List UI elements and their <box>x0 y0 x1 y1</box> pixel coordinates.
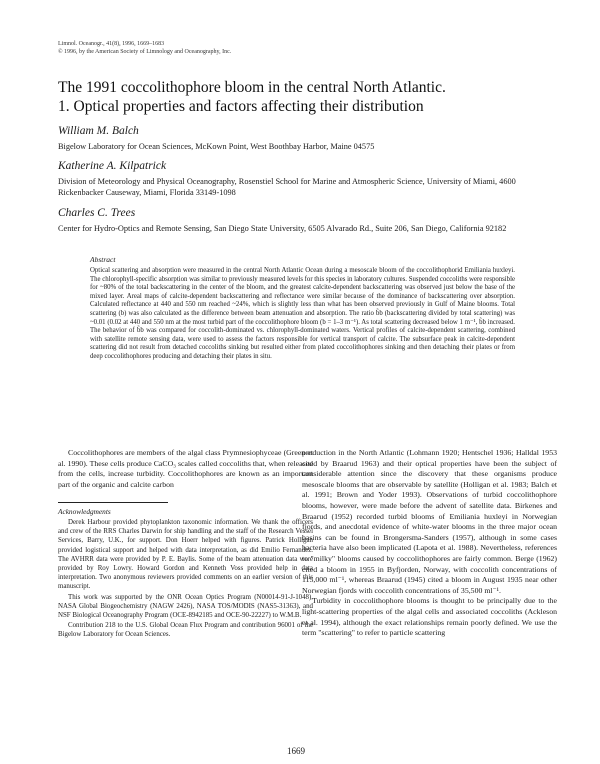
author-name: Charles C. Trees <box>58 207 136 219</box>
journal-copyright: © 1996, by the American Society of Limnology and Oceanography, Inc. <box>58 49 232 55</box>
journal-header <box>58 40 231 56</box>
acknowledgments <box>58 518 313 641</box>
author-affiliation: Division of Meteorology and Physical Oceanography, Rosenstiel School for Marine and Atmospheric Science, University of Miami, 4600 Rickenbacker Causeway, Miami, Florida 33149-1098 <box>58 177 516 197</box>
paper-title <box>58 78 558 116</box>
author-affiliation: Bigelow Laboratory for Ocean Sciences, McKown Point, West Boothbay Harbor, Maine 04575 <box>58 142 375 151</box>
right-column <box>302 448 557 639</box>
ack-paragraph: This work was supported by the ONR Ocean Optics Program (N00014-91-J-1048), NASA Global Biogeochemistry (NAGW 2426), NASA TOS/MODIS (NAS5-31363), and NSF Biological Oceanography Program (OCE-8942185 and OCE-90-22227) to W.M.B. <box>58 593 313 620</box>
abstract-text: Optical scattering and absorption were measured in the central North Atlantic Ocean during a mesoscale bloom of the coccolithophorid Emiliania huxleyi. The chlorophyll-specific absorption was similar to previously measured levels for this species in laboratory cultures. Suspended coccoliths were responsible for ~80% of the total backscattering in the center of the bloom, and the greatest calcite-dependent backscattering was observed just below the base of the mixed layer. Areal maps of calcite-dependent backscattering and reflectance were similar because of the dominance of backscattering over absorption. Calculated reflectance at 440 and 550 nm reached ~24%, which is slightly less than what has been observed previously in Gulf of Maine blooms. Total scattering (b) was also calculated as the difference between beam attenuation and absorption. The ratio b̃b (backscattering divided by total scattering) was ~0.01 (0.02 at 440 and 550 nm at the most turbid part of the coccolithophore bloom (b = 1–3 m⁻¹). As total scattering decreased below 1 m⁻¹, b̃b increased. The behavior of b̃b was compared for coccolith-dominated vs. chlorophyll-dominated waters. Vertical profiles of calcite-dependent scattering, combined with satellite remote sensing data, were used to assess the factors responsible for vertical transport of calcite. The subsurface peak in calcite-dependent scattering did not result from detached coccoliths sinking but resulted either from plated coccolithophores sinking and then detaching their plates or from deep coccolithophores producing and detaching their plates in situ. <box>90 267 515 360</box>
author-name: William M. Balch <box>58 125 139 137</box>
left-column <box>58 448 313 490</box>
ack-paragraph: Derek Harbour provided phytoplankton taxonomic information. We thank the officers and crew of the RRS Charles Darwin for ship handling and the staff of the Research Vessel Services, Barry, U.K., for support. Don Hoerr helped with figures. Patrick Holligan provided logistical support and helped with data interpretation, as did Emilio Fernandez. The AVHRR data were provided by P. E. Baylis. Some of the beam attenuation data were provided by Roy Lowry. Howard Gordon and Kenneth Voss provided help in data interpretation. Two anonymous reviewers provided comments on an earlier version of this manuscript. <box>58 519 313 591</box>
ack-paragraph: Contribution 218 to the U.S. Global Ocean Flux Program and contribution 96001 of the Bigelow Laboratory for Ocean Sciences. <box>58 622 313 639</box>
journal-citation: Limnol. Oceanogr., 41(8), 1996, 1669–1683 <box>58 41 165 47</box>
title-line-2: 1. Optical properties and factors affecting their distribution <box>58 98 424 115</box>
title-line-1: The 1991 coccolithophore bloom in the central North Atlantic. <box>58 79 446 96</box>
intro-paragraph: Coccolithophores are members of the algal class Prymnesiophyceae (Green et al. 1990). These cells produce CaCO₃ scales called coccoliths that, when released from the cells, increase turbidity. Coccolithophores are known as an important part of the organic and calcite carbon <box>58 448 313 489</box>
acknowledgments-heading: Acknowledgments <box>58 507 111 516</box>
author-affiliation: Center for Hydro-Optics and Remote Sensing, San Diego State University, 6505 Alvarado Rd., Suite 206, San Diego, California 92182 <box>58 224 507 233</box>
body-paragraph: Turbidity in coccolithophore blooms is thought to be principally due to the light-scattering properties of the algal cells and associated coccoliths (Ackleson et al. 1994), although the exact relationships remain poorly defined. We use the term "scattering" to refer to particle scattering <box>302 596 557 638</box>
author-name: Katherine A. Kilpatrick <box>58 160 167 172</box>
body-paragraph: production in the North Atlantic (Lohmann 1920; Hentschel 1936; Halldal 1953 cited by Braarud 1963) and their optical properties have been the subject of considerable attention since the discovery that these organisms produce mesoscale blooms that are observable by satellite (Holligan et al. 1983; Balch et al. 1991; Brown and Yoder 1993). Observations of turbid coccolithophore blooms, however, were made before the advent of satellite data. Birkenes and Braarud (1952) recorded turbid blooms of Emiliania huxleyi in Norwegian fjords, and anecdotal evidence of white-water blooms in the three major ocean basins can be found in Brongersma-Sanders (1957), although in some cases bacteria have also been implicated (Lapota et al. 1988). Nevertheless, references to "milky" blooms caused by coccolithophores are fairly common. Berge (1962) cited a bloom in 1955 in Byfjorden, Norway, with coccolith concentrations of 115,000 ml⁻¹, whereas Braarud (1945) cited a bloom in August 1935 near other Norwegian fjords with coccolith concentrations of 35,500 ml⁻¹. <box>302 448 557 595</box>
abstract-heading: Abstract <box>90 255 116 264</box>
page-number: 1669 <box>287 746 305 756</box>
footnote-rule <box>58 502 168 503</box>
